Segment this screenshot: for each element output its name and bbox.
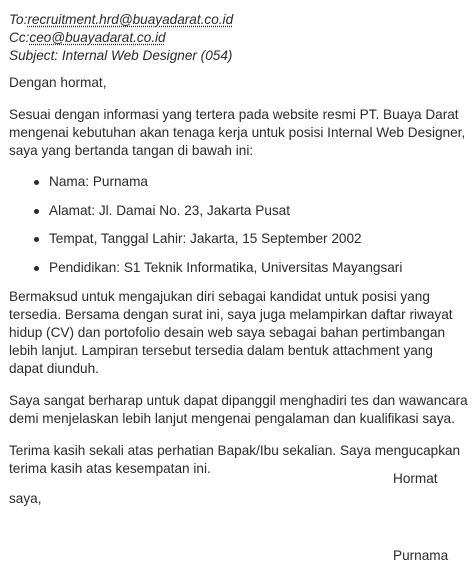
list-item: Alamat: Jl. Damai No. 23, Jakarta Pusat — [34, 202, 469, 220]
signature-name: Purnama — [393, 548, 449, 563]
subject-text: Internal Web Designer (054) — [61, 47, 233, 63]
intro-paragraph: Sesuai dengan informasi yang tertera pada website resmi PT. Buaya Darat mengenai kebutuhan akan tenaga kerja untuk posisi Internal Web Designer, saya yang bertanda tangan di bawah ini: — [9, 106, 466, 158]
letter-body — [9, 11, 469, 478]
hope-paragraph: Saya sangat berharap untuk dapat dipanggil menghadiri tes dan wawancara demi menjelaskan lebih lanjut mengenai pengalaman dan kualifikasi saya. — [9, 393, 468, 426]
bio-list — [9, 173, 469, 278]
list-item: Tempat, Tanggal Lahir: Jakarta, 15 September 2002 — [34, 230, 469, 248]
subject-label: Subject: — [9, 47, 59, 63]
cc-label: Cc: — [9, 29, 30, 45]
to-label: To: — [9, 12, 28, 27]
cc-line — [9, 29, 469, 47]
subject-line — [9, 47, 469, 65]
greeting: Dengan hormat, — [9, 74, 107, 90]
to-address-link[interactable]: recruitment.hrd@buayadarat.co.id — [27, 12, 234, 27]
closing-hormat: Hormat — [393, 471, 438, 486]
cc-address-link[interactable]: ceo@buayadarat.co.id — [29, 29, 166, 45]
closing-saya: saya, — [9, 491, 42, 506]
list-item: Pendidikan: S1 Teknik Informatika, Universitas Mayangsari — [34, 259, 469, 277]
list-item: Nama: Purnama — [34, 173, 469, 191]
thanks-paragraph: Terima kasih sekali atas perhatian Bapak/Ibu sekalian. Saya mengucapkan terima kasih atas kesempatan ini. — [9, 442, 461, 476]
application-paragraph: Bermaksud untuk mengajukan diri sebagai kandidat untuk posisi yang tersedia. Bersama dengan surat ini, saya juga melampirkan daftar riwayat hidup (CV) dan portofolio desain web saya sebagai bahan pertimbangan lebih lanjut. Lampiran tersebut tersedia dalam bentuk attachment yang dapat diunduh. — [9, 289, 453, 377]
to-line — [9, 11, 469, 29]
